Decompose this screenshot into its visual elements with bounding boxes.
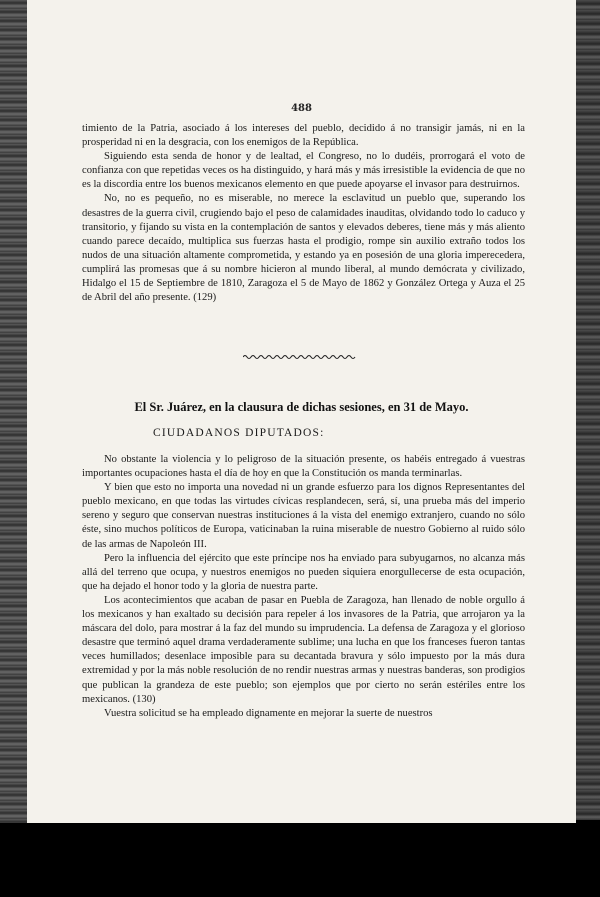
wavy-divider-ornament	[243, 353, 356, 361]
book-page	[27, 0, 576, 823]
paragraph: Y bien que esto no importa una novedad ni un grande esfuerzo para los dignos Representantes del pueblo mexicano, en que todas las virtudes cívicas resplandecen, será, sí, una prueba más del imperio sereno y seguro que conservan nuestras instituciones á la vista del enemigo extranjero, cuando no sólo éste, sino muchos políticos de Europa, vaticinaban la ruina miserable de nuestro Gobierno al ruido sólo de las armas de Napoleón III.	[82, 482, 525, 550]
page-number: 488	[291, 103, 312, 114]
text-block-upper	[82, 122, 525, 305]
scan-bottom-edge	[0, 823, 600, 897]
paragraph: No obstante la violencia y lo peligroso de la situación presente, os habéis entregado á vuestras importantes ocupaciones hasta el día de hoy en que la Constitución os manda terminarlas.	[82, 454, 525, 480]
paragraph: timiento de la Patria, asociado á los intereses del pueblo, decidido á no transigir jamás, ni en la prosperidad ni en la desgracia, con los enemigos de la República.	[82, 123, 525, 149]
scan-left-margin	[0, 0, 27, 850]
scan-right-margin	[576, 0, 600, 820]
salutation: CIUDADANOS DIPUTADOS:	[153, 427, 325, 439]
paragraph: Siguiendo esta senda de honor y de lealtad, el Congreso, no lo dudéis, prorrogará el voto de confianza con que repetidas veces os ha distinguido, y hará más y más irresistible la evidencia de que no es la discordia entre los buenos mexicanos elemento en que puede apoyarse el invasor para destruirnos.	[82, 151, 525, 191]
paragraph: Vuestra solicitud se ha empleado dignamente en mejorar la suerte de nuestros	[104, 707, 433, 719]
section-heading: El Sr. Juárez, en la clausura de dichas sesiones, en 31 de Mayo.	[134, 400, 469, 414]
paragraph: No, no es pequeño, no es miserable, no merece la esclavitud un pueblo que, superando los desastres de la guerra civil, crugiendo bajo el peso de calamidades inauditas, olvidando todo lo caduco y transitorio, y fijando su vista en la contemplación de santos y elevados deberes, tiene más y más aliento cuando parece decaído, multiplica sus fuerzas hasta el prodigio, rompe sin auxilio extraño todos los nudos de una situación altamente comprometida, y estando ya en posesión de una gloria imperecedera, cumplirá las promesas que á su nombre hicieron al mundo liberal, al mundo demócrata y civilizado, Hidalgo el 15 de Septiembre de 1810, Zaragoza el 5 de Mayo de 1862 y González Ortega y Auza el 25 de Abril del año presente. (129)	[82, 193, 525, 304]
paragraph: Los acontecimientos que acaban de pasar en Puebla de Zaragoza, han llenado de noble orgullo á los mexicanos y han exaltado su decisión para repeler á los invasores de la Patria, que arrojaron ya la máscara del dolo, para mostrar á la faz del mundo su imprudencia. La defensa de Zaragoza y el glorioso desastre que terminó aquel drama verdaderamente sublime; una lucha en que los franceses fueron tantas veces humillados; desenlace imposible para su decantada bravura y sólo impuesto por la más dura extremidad y por la más noble resolución de no rendir nuestras armas y nuestras banderas, son prodigios que publican la grandeza de este pueblo; son ejemplos que por cierto no serán estériles entre los mexicanos. (130)	[82, 594, 525, 705]
paragraph: Pero la influencia del ejército que este príncipe nos ha enviado para subyugarnos, no alcanza más allá del terreno que ocupa, y nuestros enemigos no pueden siquiera enorgullecerse de esta ocupación, que ha dejado el honor todo y la gloria de nuestra parte.	[82, 552, 525, 592]
text-block-lower	[82, 453, 525, 721]
